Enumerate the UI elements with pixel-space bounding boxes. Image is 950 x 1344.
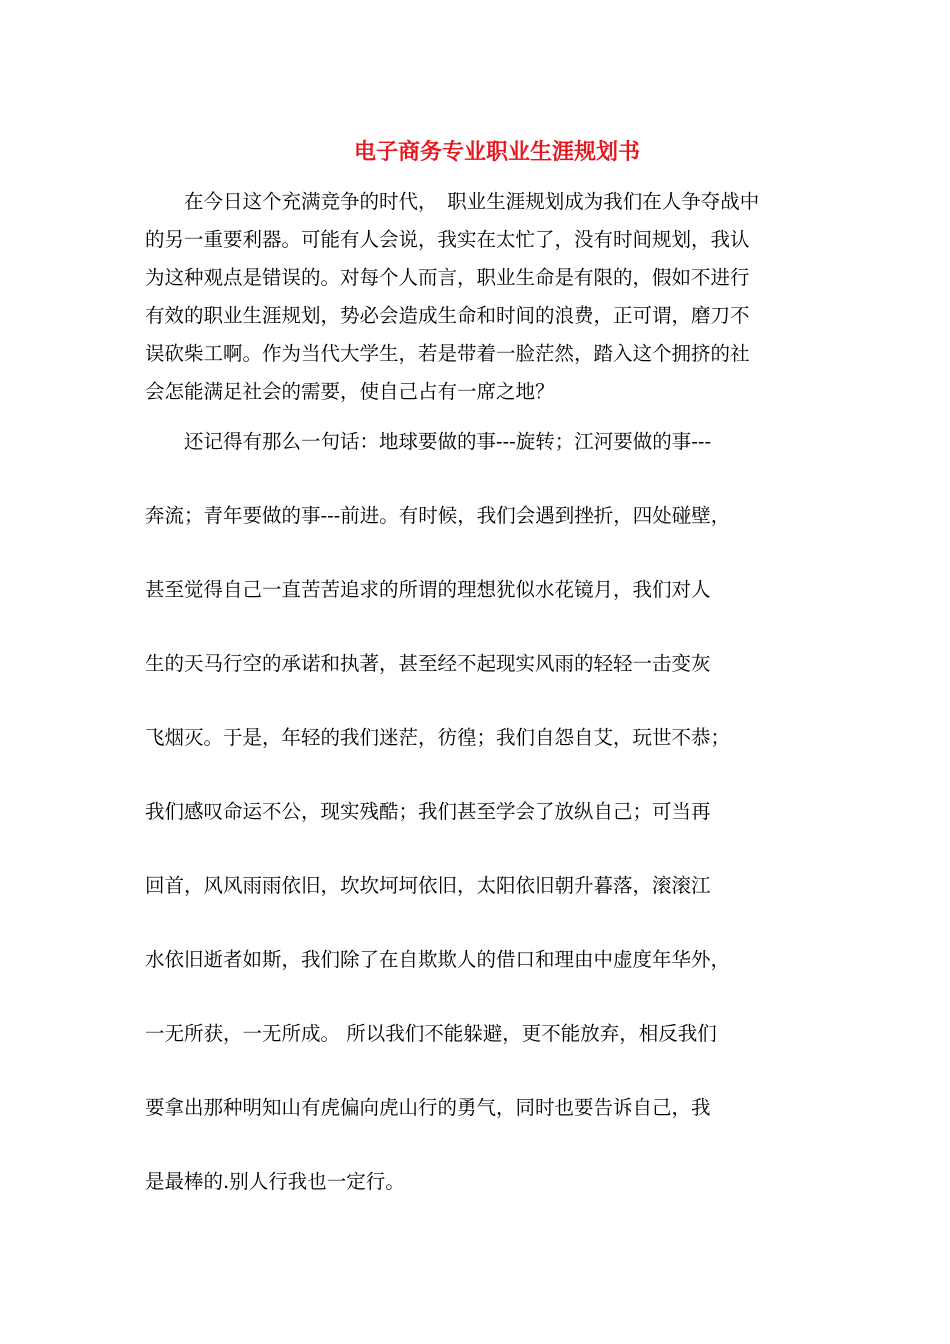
paragraph-line: 误砍柴工啊。作为当代大学生，若是带着一脸茫然，踏入这个拥挤的社 [145,342,750,365]
paragraph-line: 还记得有那么一句话：地球要做的事---旋转；江河要做的事--- [145,430,712,453]
document-title: 电子商务专业职业生涯规划书 [353,139,640,165]
paragraph-line: 一无所获，一无所成。 所以我们不能躲避，更不能放弃，相反我们 [145,1022,717,1045]
paragraph-line: 生的天马行空的承诺和执著，甚至经不起现实风雨的轻轻一击变灰 [145,652,711,675]
paragraph-line: 会怎能满足社会的需要，使自己占有一席之地？ [145,380,555,403]
paragraph-line: 飞烟灭。于是，年轻的我们迷茫，彷徨；我们自怨自艾，玩世不恭； [145,726,731,749]
paragraph-line: 要拿出那种明知山有虎偏向虎山行的勇气，同时也要告诉自己，我 [145,1096,711,1119]
paragraph-line: 是最棒的.别人行我也一定行。 [145,1170,405,1193]
paragraph-line: 奔流；青年要做的事---前进。有时候，我们会遇到挫折，四处碰壁， [145,504,731,527]
paragraph-line: 回首，风风雨雨依旧，坎坎坷坷依旧，太阳依旧朝升暮落，滚滚江 [145,874,711,897]
paragraph-line: 甚至觉得自己一直苦苦追求的所谓的理想犹似水花镜月，我们对人 [145,578,711,601]
paragraph-line: 我们感叹命运不公，现实残酷；我们甚至学会了放纵自己；可当再 [145,800,711,823]
paragraph-line: 的另一重要利器。可能有人会说，我实在太忙了，没有时间规划，我认 [145,228,750,251]
paragraph-line: 为这种观点是错误的。对每个人而言，职业生命是有限的，假如不进行 [145,266,750,289]
paragraph-line: 在今日这个充满竞争的时代， 职业生涯规划成为我们在人争夺战中 [145,190,760,213]
paragraph-line: 水依旧逝者如斯，我们除了在自欺欺人的借口和理由中虚度年华外， [145,948,731,971]
paragraph-line: 有效的职业生涯规划，势必会造成生命和时间的浪费，正可谓，磨刀不 [145,304,750,327]
